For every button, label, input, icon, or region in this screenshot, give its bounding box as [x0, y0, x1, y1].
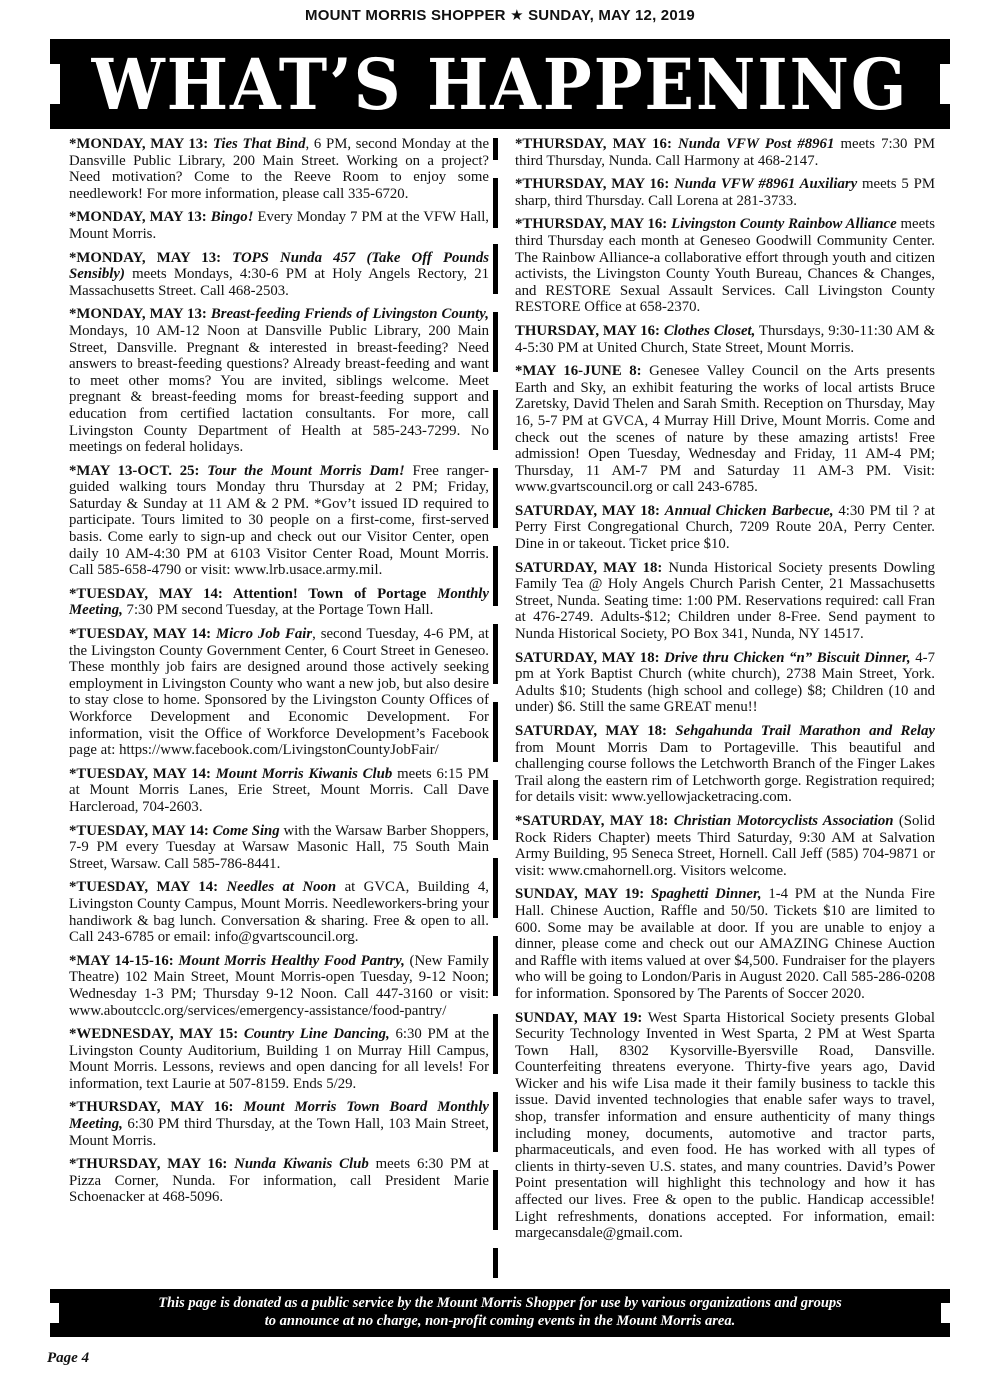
event-name: Clothes Closet, [663, 322, 756, 339]
footer-notch-right [941, 1303, 950, 1323]
event-date: SATURDAY, MAY 18: [515, 559, 663, 576]
event-entry [515, 216, 935, 316]
event-details: Nunda Historical Society presents Dowling Family Tea @ Holy Angels Church Parish Center, 21 Massachusetts Street, Nunda. Seating time: 1:00 PM. Reservations required: call Fran at 476-2749. Adults-$12; Children under 8-Free. Send payment to Nunda Historical Society, PO Box 341, Nunda, NY 14517. [515, 559, 935, 643]
event-date: *THURSDAY, MAY 16: [69, 1156, 228, 1173]
column-divider [493, 546, 498, 606]
event-details: Free ranger-guided walking tours Monday thru Thursday at 2 PM; Friday, Saturday & Sunday at 11 AM & 2 PM. *Gov’t issued ID required to participate. Tours limited to 30 people on a first-come, first-served basis. Come early to sign-up and check out our Visitor Center, open daily 10 AM-4:30 PM at 6103 Visitor Center Road, Mount Morris. Call 585-658-4790 or visit: www.lrb.usace.army.mil. [69, 462, 489, 579]
event-entry [69, 136, 489, 202]
event-name: Country Line Dancing, [243, 1026, 390, 1043]
event-entry [515, 363, 935, 496]
event-details: meets 6:30 PM at Pizza Corner, Nunda. For information, call President Marie Schoenacker at 468-5096. [69, 1156, 489, 1206]
event-details: (New Family Theatre) 102 Main Street, Mount Morris-open Tuesday, 9-12 Noon; Wednesday 1-3 PM; Thursday 9-12 Noon. Call 447-3160 or visit: www.aboutcclc.org/services/emergency-assistance/food-pantry/ [69, 952, 489, 1019]
event-date: *MAY 13-OCT. 25: [69, 462, 200, 479]
column-divider [493, 1014, 498, 1074]
event-entry [515, 323, 935, 356]
event-details: (Solid Rock Riders Chapter) meets Third Saturday, 9:30 AM at Salvation Army Building, 95 Seneca Street, Hornell. Call Jeff (585) 704-9871 or visit: www.cmahornell.org. Visitors welcome. [515, 812, 935, 879]
event-date: THURSDAY, MAY 16: [515, 322, 660, 339]
event-date: *MONDAY, MAY 13: [69, 249, 222, 266]
column-divider [493, 1092, 498, 1152]
event-date: *TUESDAY, MAY 14: [69, 626, 212, 643]
event-details: Thursdays, 9:30-11:30 AM & 4-5:30 PM at United Church, State Street, Mount Morris. [515, 322, 935, 356]
event-date: *TUESDAY, MAY 14: [69, 822, 209, 839]
event-details: Every Monday 7 PM at the VFW Hall, Mount Morris. [69, 209, 489, 242]
event-date: SUNDAY, MAY 19: [515, 886, 645, 903]
event-entry [69, 586, 489, 619]
column-divider [493, 936, 498, 996]
event-entry [69, 766, 489, 816]
event-details: , 6 PM, second Monday at the Dansville Public Library, 200 Main Street. Working on a project? Need motivation? Come to the Reeve Room to enjoy some needlework! For more information, please call 335-6720. [69, 136, 489, 202]
event-details: 4-7 pm at York Baptist Church (white church), 2738 Main Street, York. Adults $10; Students (high school and college) $8; Children (10 and under) $6. Still the same GREAT menu!! [515, 649, 935, 716]
event-details: , second Tuesday, 4-6 PM, at the Livingston County Government Center, 6 Court Street in Geneseo. These monthly job fairs are designed around those actively seeking employment in Livingston County who want a new job, but also desire to stay close to home. Sponsored by the Livingston County Offices of Workforce Development and Economic Development. For information, visit the Office of Workforce Development’s Facebook page at: https://www.facebook.com/LivingstonCountyJobFair/ [69, 626, 489, 759]
event-date: *THURSDAY, MAY 16: [69, 1099, 234, 1116]
event-entry [69, 306, 489, 455]
event-name: Monthly Meeting, [69, 585, 489, 619]
event-entry [69, 209, 489, 242]
publication-header: MOUNT MORRIS SHOPPER ★ SUNDAY, MAY 12, 2019 [305, 7, 695, 24]
event-entry [69, 1156, 489, 1206]
event-entry [515, 503, 935, 553]
event-date: SATURDAY, MAY 18: [515, 649, 660, 666]
event-details: from Mount Morris Dam to Portageville. This beautiful and challenging course follows the Letchworth Branch of the Finger Lakes Trail along the eastern rim of Letchworth gorge. Registration required; for details visit: www.yellowjacketracing.com. [515, 739, 935, 806]
column-divider [493, 390, 498, 450]
event-entry [69, 823, 489, 873]
event-date: *MAY 14-15-16: [69, 952, 174, 969]
banner-notch-left [50, 64, 60, 104]
event-details: meets 5 PM sharp, third Thursday. Call Lorena at 281-3733. [515, 176, 935, 209]
event-entry [515, 176, 935, 209]
column-divider [493, 780, 498, 840]
event-details: 7:30 PM second Tuesday, at the Portage Town Hall. [122, 602, 434, 619]
column-divider [493, 1248, 498, 1278]
event-date: *MAY 16-JUNE 8: [515, 363, 642, 380]
event-details: meets 7:30 PM third Thursday, Nunda. Call Harmony at 468-2147. [515, 136, 935, 169]
event-name: Ties That Bind [212, 136, 306, 152]
event-date: *MONDAY, MAY 13: [69, 306, 207, 323]
column-divider [493, 858, 498, 918]
event-entry [515, 650, 935, 716]
event-name: Needles at Noon [226, 879, 337, 896]
footer-line-1: This page is donated as a public service by the Mount Morris Shopper for use by various organizations and groups [158, 1295, 842, 1311]
event-name: Mount Morris Healthy Food Pantry, [178, 952, 405, 969]
event-date: *MONDAY, MAY 13: [69, 209, 207, 226]
column-divider [493, 138, 498, 160]
event-date: *THURSDAY, MAY 16: [515, 176, 670, 193]
column-divider [493, 624, 498, 684]
event-name: Mount Morris Town Board Monthly Meeting, [69, 1099, 489, 1133]
footer-notch-left [50, 1303, 59, 1323]
left-column [69, 136, 489, 1286]
event-date: SATURDAY, MAY 18: [515, 723, 667, 739]
event-date: *WEDNESDAY, MAY 15: [69, 1026, 239, 1043]
event-entry [69, 953, 489, 1019]
event-entry [69, 1026, 489, 1092]
column-divider [493, 178, 498, 228]
column-divider [493, 1170, 498, 1230]
event-details: 1-4 PM at the Nunda Fire Hall. Chinese Auction, Raffle and 50/50. Tickets $10 are limited to 600. Some may be available at door. If you are unable to enjoy a dinner, please come and check out our AMAZING Chinese Auction and Raffle with items valued at over $4,500. Fundraiser for the players who will be going to London/Paris in August 2020. Call 585-286-0208 for information. Sponsored by The Parents of Soccer 2020. [515, 886, 935, 1002]
event-date: *TUESDAY, MAY 14: Attention! Town of Portage [69, 585, 427, 602]
event-name: Come Sing [212, 822, 280, 839]
event-details: Mondays, 10 AM-12 Noon at Dansville Public Library, 200 Main Street, Dansville. Pregnant & interested in breast-feeding? Need answers to breast-feeding questions? Already breast-feeding and want to meet other moms? You are invited, siblings welcome. Meet pregnant & breast-feeding moms for breast-feeding support and education from certified lactation consultants. For more, call Livingston County Department of Health at 585-243-7299. No meetings on federal holidays. [69, 322, 489, 456]
event-details: 4:30 PM til ? at Perry First Congregational Church, 7209 Route 20A, Perry Center. Dine in or takeout. Ticket price $10. [515, 502, 935, 553]
column-divider [493, 702, 498, 762]
event-details: meets third Thursday each month at Geneseo Goodwill Community Center. The Rainbow Alliance-a collaborative effort through youth and citizen activists, the Livingston County Youth Bureau, Chances & Changes, and RESTORE Sexual Assault Services. Call Livingston County RESTORE Office at 658-2370. [515, 216, 935, 316]
whats-happening-banner [50, 39, 950, 129]
banner-title: WHAT’S HAPPENING [91, 43, 909, 126]
event-date: *THURSDAY, MAY 16: [515, 136, 672, 152]
event-name: Nunda VFW Post #8961 [678, 136, 835, 152]
event-entry [69, 1099, 489, 1149]
event-entry [69, 463, 489, 579]
page-number: Page 4 [47, 1350, 90, 1366]
banner-notch-right [940, 64, 950, 104]
event-name: Christian Motorcyclists Association [673, 812, 894, 829]
event-name: Mount Morris Kiwanis Club [215, 765, 393, 782]
event-name: Tour the Mount Morris Dam! [207, 462, 405, 479]
event-details: meets 6:15 PM at Mount Morris Lanes, Erie Street, Mount Morris. Call Dave Harcleroad, 704-2603. [69, 765, 489, 815]
event-details: with the Warsaw Barber Shoppers, 7-9 PM every Tuesday at Warsaw Masonic Hall, 75 South Main Street, Warsaw. Call 585-786-8441. [69, 822, 489, 872]
event-details: West Sparta Historical Society presents Global Security Technology Invented in West Sparta, 2 PM at West Sparta Town Hall, 8302 Kysorville-Byersville Road, Dansville. Counterfeiting threatens everyone. Thirty-five years ago, David Wicker and his wife Lisa made it their family business to tackle this issue. David invented technologies that enable safer ways to travel, shop, transfer information and ensure authenticity of many things including money, documents, automotive and tractor parts, pharmaceuticals, and even food. He has worked with all types of clients in thirty-seven U.S. states, and many countries. David’s Power Point presentation will highlight this technology and how it has affected our lives. Free & open to the public. Handicap accessible! Light refreshments, donations accepted. For information, email: margecansdale@gmail.com. [515, 1009, 935, 1242]
event-details: Genesee Valley Council on the Arts presents Earth and Sky, an exhibit featuring the works of local artists Bruce Zaretsky, David Thelen and Sarah Smith. Reception on Thursday, May 16, 5-7 PM at GVCA, 4 Murray Hill Drive, Mount Morris. Come and check out the scenes of nature by these amazing artists! Free admission! Open Tuesday, Wednesday and Friday, 11 AM-4 PM; Thursday, 11 AM-7 PM and Saturday 11 AM-3 PM. Visit: www.gvartscouncil.org or call 243-6785. [515, 363, 935, 496]
event-name: Micro Job Fair [215, 626, 313, 643]
event-name: Nunda Kiwanis Club [234, 1156, 369, 1173]
footer-note [90, 1294, 910, 1330]
event-date: *TUESDAY, MAY 14: [69, 765, 211, 782]
event-details: 6:30 PM at the Livingston County Auditorium, Building 1 on Murray Hill Campus, Mount Morris. Lessons, reviews and open dancing for all levels! For information, text Laurie at 507-8159. Ends 5/29. [69, 1026, 489, 1092]
event-name: Nunda VFW #8961 Auxiliary [674, 176, 858, 193]
footer-line-2: to announce at no charge, non-profit coming events in the Mount Morris area. [264, 1313, 736, 1329]
event-details: at GVCA, Building 4, Livingston County Campus, Mount Morris. Needleworkers-bring your handiwork & bag lunch. Conversation & sharing. Free & open to all. Call 243-6785 or email: info@gvartscouncil.org. [69, 879, 489, 946]
event-entry [69, 879, 489, 945]
event-date: *TUESDAY, MAY 14: [69, 879, 219, 896]
event-name: Spaghetti Dinner, [650, 886, 762, 903]
event-details: meets Mondays, 4:30-6 PM at Holy Angels Rectory, 21 Massachusetts Street. Call 468-2503. [69, 266, 489, 299]
event-date: *MONDAY, MAY 13: [69, 136, 209, 152]
event-date: *SATURDAY, MAY 18: [515, 812, 669, 829]
footer-banner [50, 1289, 950, 1337]
column-divider [493, 312, 498, 372]
event-name: Breast-feeding Friends of Livingston County, [210, 306, 489, 323]
event-entry [515, 813, 935, 879]
event-name: Livingston County Rainbow Alliance [671, 216, 897, 233]
event-name: Bingo! [210, 209, 254, 226]
event-details: 6:30 PM third Thursday, at the Town Hall, 103 Main Street, Mount Morris. [69, 1116, 489, 1149]
event-entry [515, 1010, 935, 1242]
right-column [515, 136, 935, 1286]
event-entry [69, 250, 489, 300]
event-name: Drive thru Chicken “n” Biscuit Dinner, [664, 649, 911, 666]
event-date: SUNDAY, MAY 19: [515, 1009, 643, 1026]
event-name: TOPS Nunda 457 (Take Off Pounds Sensibly) [69, 249, 489, 283]
event-name: Annual Chicken Barbecue, [664, 502, 834, 519]
column-divider [493, 244, 498, 294]
event-date: SATURDAY, MAY 18: [515, 502, 660, 519]
column-divider [493, 468, 498, 528]
event-entry [515, 886, 935, 1002]
event-entry [515, 560, 935, 643]
event-entry [515, 723, 935, 806]
event-date: *THURSDAY, MAY 16: [515, 216, 668, 233]
event-entry [515, 136, 935, 169]
event-entry [69, 626, 489, 759]
event-name: Sehgahunda Trail Marathon and Relay [675, 723, 935, 739]
